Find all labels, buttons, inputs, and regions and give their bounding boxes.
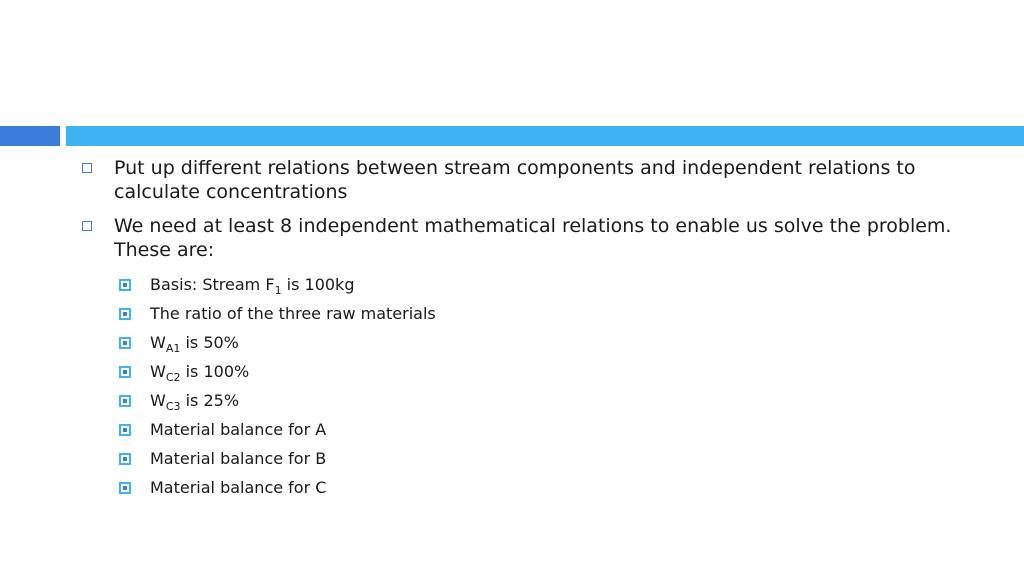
subscript: 1 <box>274 284 282 297</box>
filled-square-bullet-icon <box>119 482 131 494</box>
sub-bullet-text: W <box>150 362 166 381</box>
sub-bullet-text-rest: is 25% <box>180 391 240 410</box>
sub-bullet-text: Material balance for B <box>150 449 327 468</box>
filled-square-bullet-icon <box>119 424 131 436</box>
sub-bullet-text-rest: is 50% <box>180 333 239 352</box>
bullet-item <box>78 214 998 262</box>
filled-square-bullet-icon <box>119 279 131 291</box>
sub-bullet-text: Basis: Stream F <box>150 275 275 294</box>
subscript: C3 <box>165 400 181 413</box>
sub-bullet-item <box>78 444 998 473</box>
sub-bullet-text: The ratio of the three raw materials <box>150 304 436 323</box>
filled-square-bullet-icon <box>119 395 131 407</box>
sub-bullet-item <box>78 357 998 386</box>
sub-bullet-text: W <box>150 391 166 410</box>
filled-square-bullet-icon <box>119 453 131 465</box>
sub-bullet-text: Material balance for C <box>150 478 327 497</box>
subscript: A1 <box>165 342 181 355</box>
sub-bullet-item <box>78 270 998 299</box>
sub-bullet-item <box>78 473 998 502</box>
square-bullet-icon <box>82 221 92 231</box>
filled-square-bullet-icon <box>119 308 131 320</box>
sub-bullet-item <box>78 328 998 357</box>
sub-bullet-text: W <box>150 333 166 352</box>
sub-bullet-item <box>78 299 998 328</box>
square-bullet-icon <box>82 163 92 173</box>
bullet-text: We need at least 8 independent mathematical relations to enable us solve the problem. These are: <box>114 215 952 261</box>
sub-bullet-item <box>78 386 998 415</box>
sub-bullet-list <box>78 270 998 502</box>
bullet-text: Put up different relations between stream components and independent relations to calculate concentrations <box>114 157 916 203</box>
sub-bullet-item <box>78 415 998 444</box>
sub-bullet-text: Material balance for A <box>150 420 327 439</box>
sub-bullet-text-rest: is 100kg <box>281 275 355 294</box>
slide-body <box>78 156 998 502</box>
filled-square-bullet-icon <box>119 337 131 349</box>
accent-bar-left <box>0 126 60 146</box>
subscript: C2 <box>165 371 181 384</box>
filled-square-bullet-icon <box>119 366 131 378</box>
bullet-item <box>78 156 998 204</box>
sub-bullet-text-rest: is 100% <box>180 362 250 381</box>
accent-bar-right <box>66 126 1024 146</box>
